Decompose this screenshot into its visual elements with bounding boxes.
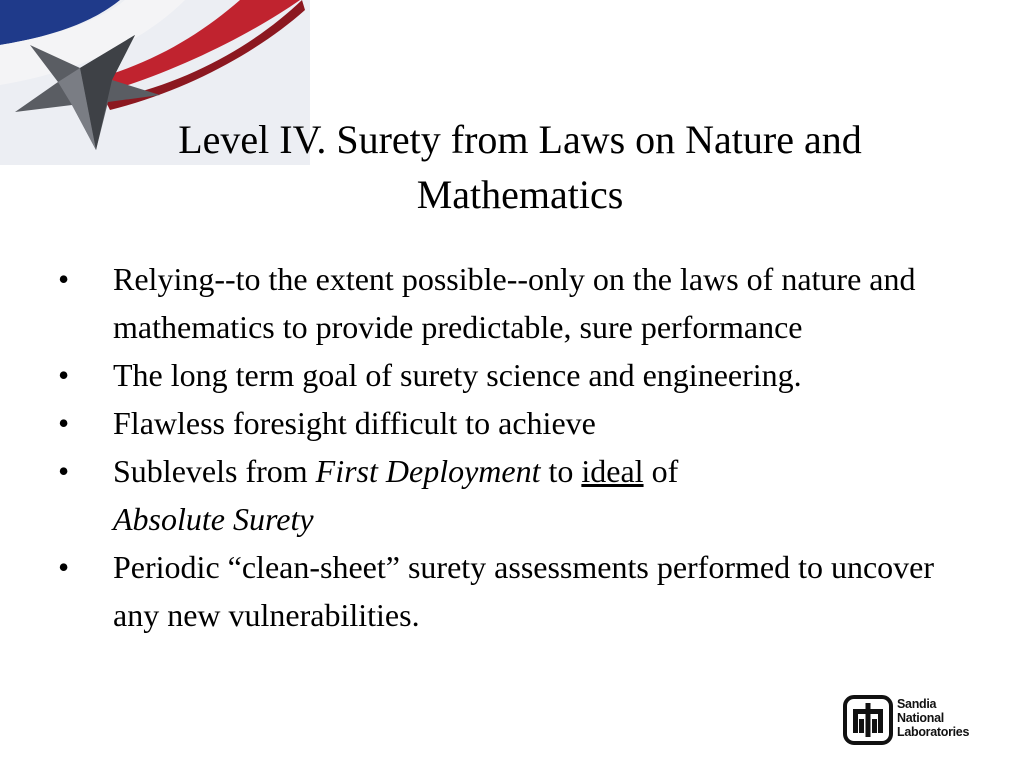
bullet-text-part: to (540, 453, 582, 489)
first-deployment-phrase: First Deployment (315, 453, 541, 489)
absolute-surety-phrase: Absolute Surety (113, 501, 314, 537)
bullet-text: Relying--to the extent possible--only on the laws of nature and mathematics to provide predictable, sure performance (113, 261, 916, 345)
sandia-line-2: National (897, 711, 944, 725)
title-line-2: Mathematics (416, 172, 624, 217)
sandia-wordmark (897, 697, 969, 739)
bullet-text: Periodic “clean-sheet” surety assessments performed to uncover any new vulnerabilities. (113, 549, 935, 633)
bullet-item (0, 543, 973, 639)
bullet-text: The long term goal of surety science and engineering. (113, 357, 802, 393)
sandia-line-3: Laboratories (897, 725, 970, 739)
bullet-item (0, 447, 973, 543)
bullet-marker: • (58, 453, 70, 489)
bullet-item (0, 351, 973, 399)
slide-title (20, 112, 1020, 222)
sandia-logo (843, 695, 968, 747)
bullet-marker: • (58, 261, 70, 297)
bullet-marker: • (58, 357, 70, 393)
bullet-list (0, 255, 1000, 639)
bullet-item (0, 399, 973, 447)
bullet-marker: • (58, 549, 70, 585)
bullet-marker: • (58, 405, 70, 441)
bullet-text-part: of (643, 453, 679, 489)
bullet-item (0, 255, 973, 351)
bullet-text: Flawless foresight difficult to achieve (113, 405, 596, 441)
title-line-1: Level IV. Surety from Laws on Nature and (178, 117, 862, 162)
sandia-thunderbird-icon (843, 695, 893, 747)
sandia-line-1: Sandia (897, 697, 937, 711)
ideal-word: ideal (581, 453, 644, 489)
bullet-text-part: Sublevels from (113, 453, 316, 489)
